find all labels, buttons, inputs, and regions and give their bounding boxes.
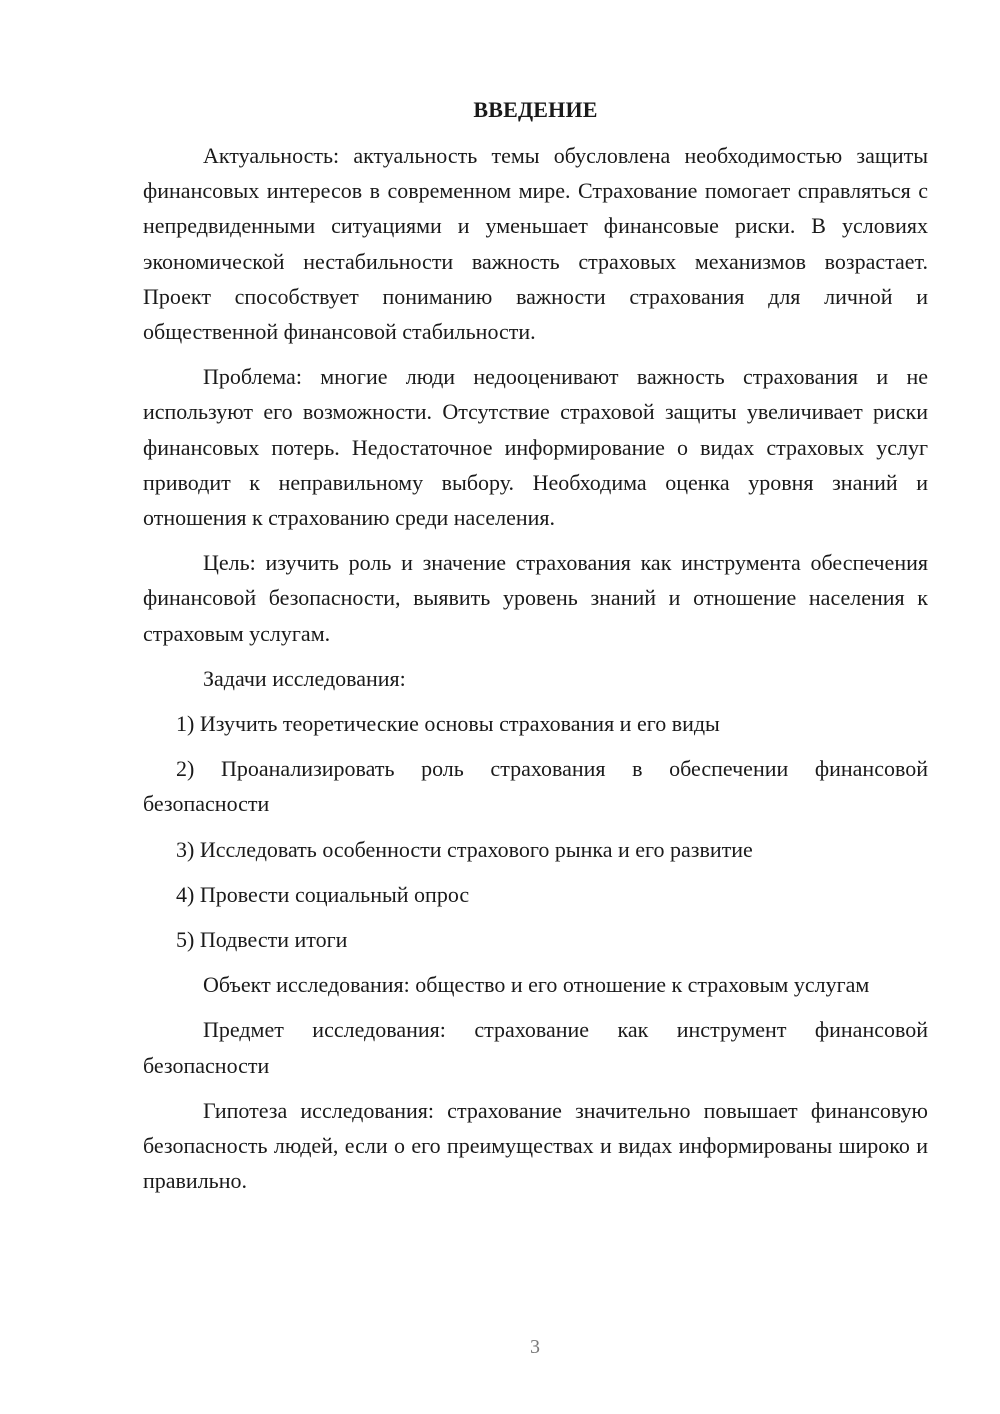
task-item-2: 2) Проанализировать роль страхования в обеспечении финансовой безопасности bbox=[143, 756, 928, 817]
paragraph-relevance: Актуальность: актуальность темы обусловлена необходимостью защиты финансовых интересов в современном мире. Страхование помогает справляться с непредвиденными ситуациями и уменьшает финансовые риски. В условиях экономической нестабильности важность страховых механизмов возрастает. Проект способствует пониманию важности страхования для личной и общественной финансовой стабильности. bbox=[143, 143, 928, 345]
task-item-3: 3) Исследовать особенности страхового рынка и его развитие bbox=[176, 836, 753, 862]
document-page bbox=[143, 96, 928, 1208]
paragraph-tasks-heading: Задачи исследования: bbox=[203, 665, 406, 691]
paragraph-problem: Проблема: многие люди недооценивают важность страхования и не используют его возможности. Отсутствие страховой защиты увеличивает риски финансовых потерь. Недостаточное информирование о видах страховых услуг приводит к неправильному выбору. Необходима оценка уровня знаний и отношения к страхованию среди населения. bbox=[143, 364, 928, 531]
task-item-5: 5) Подвести итоги bbox=[176, 927, 348, 953]
paragraph-goal: Цель: изучить роль и значение страхования как инструмента обеспечения финансовой безопасности, выявить уровень знаний и отношение населения к страховым услугам. bbox=[143, 550, 928, 646]
page-number: 3 bbox=[530, 1336, 540, 1358]
section-heading: ВВЕДЕНИЕ bbox=[473, 97, 598, 122]
paragraph-subject: Предмет исследования: страхование как инструмент финансовой безопасности bbox=[143, 1017, 928, 1078]
task-item-4: 4) Провести социальный опрос bbox=[176, 881, 470, 907]
paragraph-hypothesis: Гипотеза исследования: страхование значительно повышает финансовую безопасность людей, если о его преимуществах и видах информированы широко и правильно. bbox=[143, 1097, 928, 1194]
task-item-1: 1) Изучить теоретические основы страхования и его виды bbox=[176, 711, 720, 737]
paragraph-object: Объект исследования: общество и его отношение к страховым услугам bbox=[203, 972, 870, 998]
